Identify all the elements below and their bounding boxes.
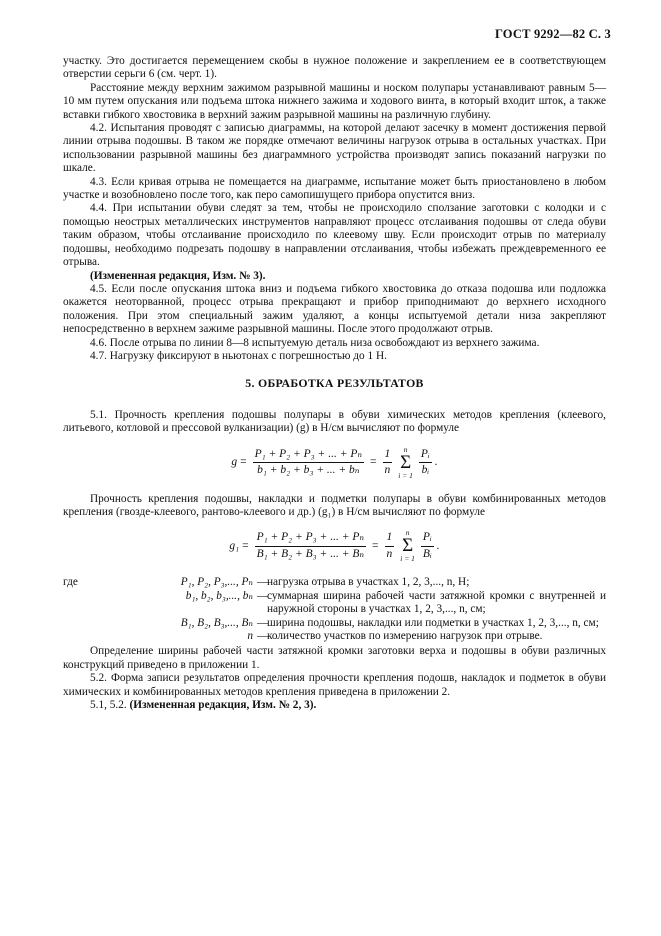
definition-row xyxy=(63,617,606,630)
amendment-note: (Измененная редакция, Изм. № 2, 3). xyxy=(129,699,317,712)
definition-dash: — xyxy=(257,589,269,602)
sigma-symbol: Σ xyxy=(400,451,412,473)
formula-n: n xyxy=(384,464,391,477)
formula-denominator: b₁ + b₂ + b₃ + ... + bₙ xyxy=(257,464,360,477)
sum-lower: i = 1 xyxy=(398,470,413,480)
definition-label xyxy=(63,590,101,617)
definition-label: где xyxy=(63,576,78,589)
formula-term xyxy=(421,531,434,561)
definition-symbol: n xyxy=(247,630,253,642)
formula-equals: = xyxy=(370,455,377,468)
document-body xyxy=(63,0,606,712)
definition-row xyxy=(63,590,606,617)
formula-one-over-n xyxy=(385,531,395,561)
formula-g1 xyxy=(63,529,606,563)
paragraph-4-4: 4.4. При испытании обуви следят за тем, чтобы не происходило сползание заготовки с колодки и с помощью неострых металлических инструментов направляют процесс отслаивания подошвы от следа обуви таким образом, чтобы отслаивание происходило по клеевому шву. Если происходит отрыв по материалу подошвы, необходимо подрезать подошву в направлении отслаивания, чтобы избежать преждевременного ее отрыва. xyxy=(63,202,606,269)
formula-equals: = xyxy=(242,539,249,552)
section-title: 5. ОБРАБОТКА РЕЗУЛЬТАТОВ xyxy=(245,376,424,391)
definitions-list xyxy=(63,576,606,643)
definition-text: количество участков по измерению нагрузок при отрыве. xyxy=(267,630,543,642)
paragraph: участку. Это достигается перемещением скобы в нужное положение и закреплением ее в соответствующем отверстии серьги 6 (см. черт. 1). xyxy=(63,55,606,81)
sum-upper: n xyxy=(403,444,408,454)
formula-numerator: P₁ + P₂ + P₃ + ... + Pₙ xyxy=(255,531,366,546)
definition-symbol: P₁, P₂, P₃,..., Pₙ xyxy=(180,576,253,589)
formula-end: . xyxy=(436,539,440,552)
paragraph: Определение ширины рабочей части затяжной кромки заготовки верха и подошвы в обуви различных конструкций приведено в приложении 1. xyxy=(63,645,606,671)
formula-equals: = xyxy=(372,539,379,552)
formula-denominator: B₁ + B₂ + B₃ + ... + Bₙ xyxy=(256,547,365,560)
definition-text: суммарная ширина рабочей части затяжной кромки с внутренней и наружной стороны в участках 1, 2, 3,..., n, см; xyxy=(267,589,606,616)
paragraph-4-3: 4.3. Если кривая отрыва не помещается на диаграмме, испытание может быть приостановлено в любом участке и возобновлено после того, как перо самопишущего прибора опустится вниз. xyxy=(63,175,606,202)
sigma-symbol: Σ xyxy=(402,535,414,557)
paragraph-4-7: 4.7. Нагрузку фиксируют в ньютонах с погрешностью до 1 Н. xyxy=(90,349,387,362)
formula-one: 1 xyxy=(383,448,393,463)
final-note xyxy=(63,699,606,712)
formula-term xyxy=(419,448,432,478)
definition-row xyxy=(63,630,606,643)
paragraph-4-2: 4.2. Испытания проводят с записью диаграммы, на которой делают засечку в момент достижения первой линии отрыва подошвы. В таком же порядке отмечают величины нагрузок отрыва в остальных участках. При использовании разрывной машины без диаграммного устройства производят запись показаний нагрузки по шкале. xyxy=(63,122,606,175)
definition-label xyxy=(63,630,101,643)
definition-text: ширина подошвы, накладки или подметки в участках 1, 2, 3,..., n, см; xyxy=(267,616,599,629)
formula-one-over-n xyxy=(383,448,393,478)
term-denominator: Bᵢ xyxy=(422,547,432,560)
formula-fraction xyxy=(253,448,364,478)
formula-lhs: g₁ xyxy=(229,539,240,552)
paragraph-5-1: 5.1. Прочность крепления подошвы полупары в обуви химических методов крепления (клеевого, литьевого, котловой и прессовой вулканизации) (g) в Н/см вычисляют по формуле xyxy=(63,408,606,435)
definition-symbol: B₁, B₂, B₃,..., Bₙ xyxy=(180,616,253,629)
definition-dash: — xyxy=(257,576,269,589)
formula-g xyxy=(63,446,606,480)
page-header: ГОСТ 9292—82 С. 3 xyxy=(494,27,611,41)
formula-one: 1 xyxy=(385,531,395,546)
term-denominator: bᵢ xyxy=(421,464,430,477)
final-note-prefix: 5.1, 5.2. xyxy=(90,699,130,712)
formula-n: n xyxy=(386,547,393,560)
formula-lhs: g xyxy=(231,455,238,468)
paragraph-5-2: 5.2. Форма записи результатов определения прочности крепления подошв, накладок и подметок в обуви химических и комбинированных методов крепления приведена в приложении 2. xyxy=(63,672,606,698)
formula-end: . xyxy=(434,455,438,468)
definition-row xyxy=(63,576,606,589)
definition-text: нагрузка отрыва в участках 1, 2, 3,..., n, Н; xyxy=(267,576,470,589)
paragraph: Расстояние между верхним зажимом разрывной машины и носком полупары устанавливают равным 5—10 мм путем опускания или подъема штока нижнего зажима и ходового винта, в который входит шток, а также вставки гибкого хвостовика в верхний зажим разрывной машины на различную глубину. xyxy=(63,81,606,121)
formula-sum xyxy=(398,446,413,480)
formula-fraction xyxy=(255,531,366,561)
term-numerator: Pᵢ xyxy=(419,448,432,463)
paragraph-4-6: 4.6. После отрыва по линии 8—8 испытуемую деталь низа освобождают из верхнего зажима. xyxy=(90,336,540,349)
sum-upper: n xyxy=(405,528,410,538)
paragraph-5-1-combined: Прочность крепления подошвы, накладки и подметки полупары в обуви комбинированных методов крепления (гвозде-клеевого, рантово-клеевого и др.) (g₁) в Н/см вычисляют по формуле xyxy=(63,492,606,518)
sum-lower: i = 1 xyxy=(400,554,415,564)
definition-dash: — xyxy=(257,616,269,629)
definition-dash: — xyxy=(257,630,269,642)
formula-equals: = xyxy=(240,455,247,468)
paragraph-4-5: 4.5. Если после опускания штока вниз и подъема гибкого хвостовика до отказа подошва или подложка окажется неоторванной, процесс отрыва прекращают и прибор приподнимают до верхнего исходного положения. При этом специальный зажим удаляют, а концы испытуемой детали низа закрепляют непосредственно в верхнем зажиме разрывной машины. После этого продолжают отрыв. xyxy=(63,282,606,336)
term-numerator: Pᵢ xyxy=(421,531,434,546)
formula-sum xyxy=(400,529,415,563)
definition-symbol: b₁, b₂, b₃,..., bₙ xyxy=(185,589,253,602)
formula-numerator: P₁ + P₂ + P₃ + ... + Pₙ xyxy=(253,448,364,463)
amendment-note: (Измененная редакция, Изм. № 3). xyxy=(90,269,266,282)
definition-label xyxy=(63,617,101,630)
